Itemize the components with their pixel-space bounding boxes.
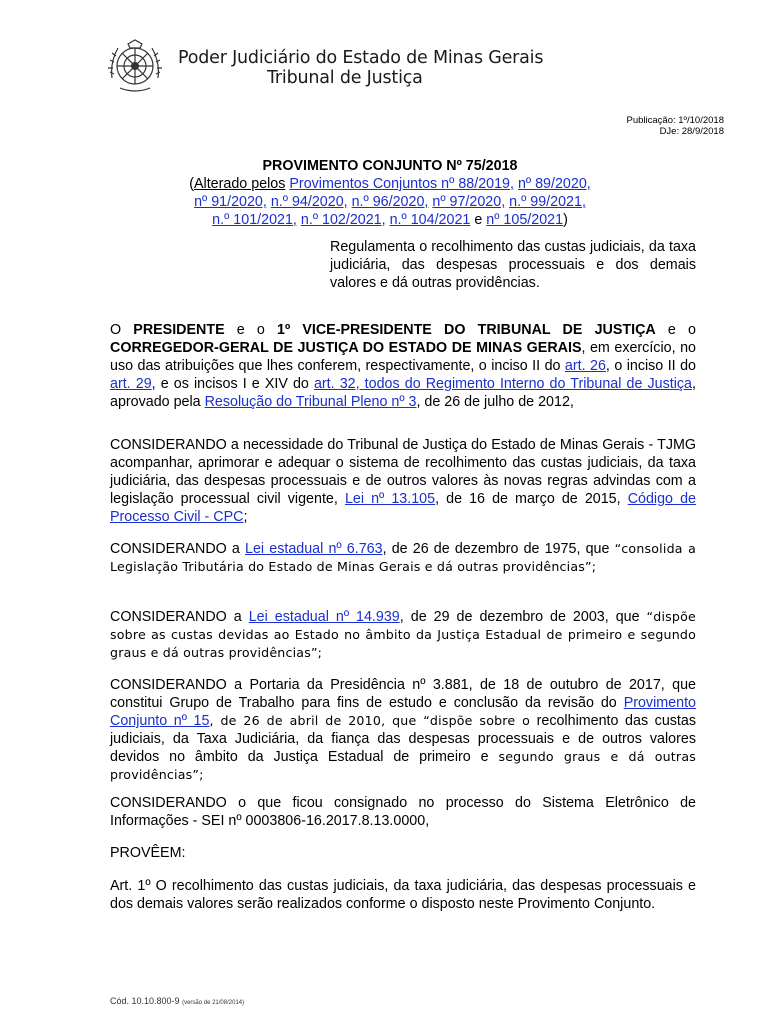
organization-name bbox=[178, 48, 543, 88]
corregedor-label: CORREGEDOR-GERAL DE JUSTIÇA DO ESTADO DE MINAS GERAIS bbox=[110, 340, 582, 356]
text: , o inciso II do bbox=[605, 358, 696, 374]
paren-close: ) bbox=[563, 212, 568, 228]
amendment-link[interactable]: nº 97/2020, bbox=[432, 194, 506, 210]
quoted-text: “consolida a Legislação Tributária do Estado de Minas Gerais e dá outras providências”; bbox=[110, 541, 696, 574]
text: e o bbox=[667, 322, 696, 338]
resolucao-link[interactable]: Resolução do Tribunal Pleno nº 3 bbox=[204, 394, 417, 410]
art-26-link[interactable]: art. 26 bbox=[564, 358, 606, 374]
text: , e os incisos I e XIV do bbox=[151, 376, 309, 392]
considerando-paragraph-2 bbox=[110, 540, 696, 576]
org-line-2: Tribunal de Justiça bbox=[267, 68, 423, 88]
considerando-paragraph-3 bbox=[110, 608, 696, 662]
cpc-link[interactable]: Código de Processo Civil - CPC bbox=[110, 491, 696, 525]
presidente-label: PRESIDENTE bbox=[133, 322, 225, 338]
quoted-text: segundo graus e dá outras providências”; bbox=[110, 749, 696, 782]
art-29-link[interactable]: art. 29 bbox=[110, 376, 152, 392]
text: CONSIDERANDO a necessidade do Tribunal de Justiça do Estado de Minas Gerais - TJMG acompanhar, aprimorar e adequar o sistema de recolhimento das custas judiciais, da taxa judiciária, das despesas processuais e de outros valores às novas regras advindas com a legislação processual civil vigente, bbox=[110, 437, 696, 507]
text: ; bbox=[243, 509, 248, 525]
form-version: (versão de 21/08/2014) bbox=[182, 1000, 245, 1006]
article-1: Art. 1º O recolhimento das custas judiciais, da taxa judiciária, das despesas processuais e dos demais valores serão realizados conforme o disposto neste Provimento Conjunto. bbox=[110, 878, 696, 912]
text: , de 26 de julho de 2012, bbox=[416, 394, 574, 410]
paren-open: ( bbox=[189, 176, 194, 192]
amendment-link[interactable]: nº 89/2020, bbox=[517, 176, 591, 192]
dje-date: DJe: 28/9/2018 bbox=[659, 126, 724, 137]
text: , aprovado pela bbox=[110, 376, 696, 410]
altered-prefix: Alterado pelos bbox=[194, 176, 286, 192]
document-title-block bbox=[100, 157, 680, 229]
considerando-paragraph-1 bbox=[110, 436, 696, 526]
amendments-line-1 bbox=[100, 175, 680, 193]
amendment-link[interactable]: Provimentos Conjuntos nº 88/2019, bbox=[289, 176, 514, 192]
amendments-line-2 bbox=[100, 193, 680, 211]
vice-presidente-label: 1º VICE-PRESIDENTE DO TRIBUNAL DE JUSTIÇA bbox=[277, 322, 656, 338]
ementa: Regulamenta o recolhimento das custas judiciais, da taxa judiciária, das despesas processuais e dos demais valores e dá outras providências. bbox=[330, 239, 696, 291]
amendment-link[interactable]: nº 91/2020, bbox=[194, 194, 267, 210]
considerando-paragraph-5: CONSIDERANDO o que ficou consignado no processo do Sistema Eletrônico de Informações - SEI nº 0003806-16.2017.8.13.0000, bbox=[110, 795, 696, 829]
text: O bbox=[110, 322, 122, 338]
text: CONSIDERANDO a bbox=[110, 541, 240, 557]
amendment-link[interactable]: n.º 104/2021 bbox=[389, 212, 471, 228]
amendment-link[interactable]: n.º 102/2021, bbox=[300, 212, 386, 228]
text: , de 29 de dezembro de 2003, que bbox=[399, 609, 640, 625]
proveem-heading: PROVÊEM: bbox=[110, 845, 186, 861]
lei-13105-link[interactable]: Lei nº 13.105 bbox=[344, 491, 436, 507]
quoted-text: “dispõe sobre as custas devidas ao Estado no âmbito da Justiça Estadual de primeiro e segundo graus e dá outras providências”; bbox=[110, 609, 696, 660]
text: , de 26 de dezembro de 1975, que bbox=[382, 541, 610, 557]
text: , de 16 de março de 2015, bbox=[435, 491, 621, 507]
text: recolhimento das custas judiciais, da Taxa Judiciária, da fiança das despesas processuais e de outros valores devidos no âmbito da Justiça Estadual de primeiro e bbox=[110, 713, 696, 765]
coat-of-arms-icon bbox=[106, 38, 164, 94]
publication-info bbox=[627, 115, 725, 137]
text: e o bbox=[236, 322, 265, 338]
form-code: Cód. 10.10.800-9 bbox=[110, 996, 180, 1006]
amendment-link[interactable]: nº 105/2021 bbox=[486, 212, 564, 228]
amendment-link[interactable]: n.º 99/2021, bbox=[509, 194, 586, 210]
provimento-15-link[interactable]: Provimento Conjunto nº 15 bbox=[110, 695, 696, 729]
publication-date: Publicação: 1º/10/2018 bbox=[626, 115, 724, 126]
text: , em exercício, no uso das atribuições que lhes conferem, respectivamente, o inciso II do bbox=[110, 340, 696, 374]
amendment-link[interactable]: n.º 101/2021, bbox=[212, 212, 297, 228]
lei-14939-link[interactable]: Lei estadual nº 14.939 bbox=[248, 609, 400, 625]
text: CONSIDERANDO a bbox=[110, 609, 242, 625]
art-32-link[interactable]: art. 32, todos do Regimento Interno do Tribunal de Justiça bbox=[313, 376, 692, 392]
preamble-paragraph bbox=[110, 321, 696, 411]
quoted-text: , de 26 de abril de 2010, que “dispõe sobre o bbox=[209, 713, 531, 728]
amendments-line-3 bbox=[100, 211, 680, 229]
text: CONSIDERANDO a Portaria da Presidência nº 3.881, de 18 de outubro de 2017, que constitui Grupo de Trabalho para fins de estudo e conclusão da revisão do bbox=[110, 677, 696, 711]
org-line-1: Poder Judiciário do Estado de Minas Gerais bbox=[178, 48, 544, 68]
considerando-paragraph-4 bbox=[110, 676, 696, 784]
conjunction: e bbox=[474, 212, 483, 228]
document-title: PROVIMENTO CONJUNTO Nº 75/2018 bbox=[262, 158, 518, 174]
lei-6763-link[interactable]: Lei estadual nº 6.763 bbox=[245, 541, 383, 557]
footer bbox=[110, 996, 244, 1006]
amendment-link[interactable]: n.º 94/2020, bbox=[270, 194, 348, 210]
amendment-link[interactable]: n.º 96/2020, bbox=[351, 194, 429, 210]
